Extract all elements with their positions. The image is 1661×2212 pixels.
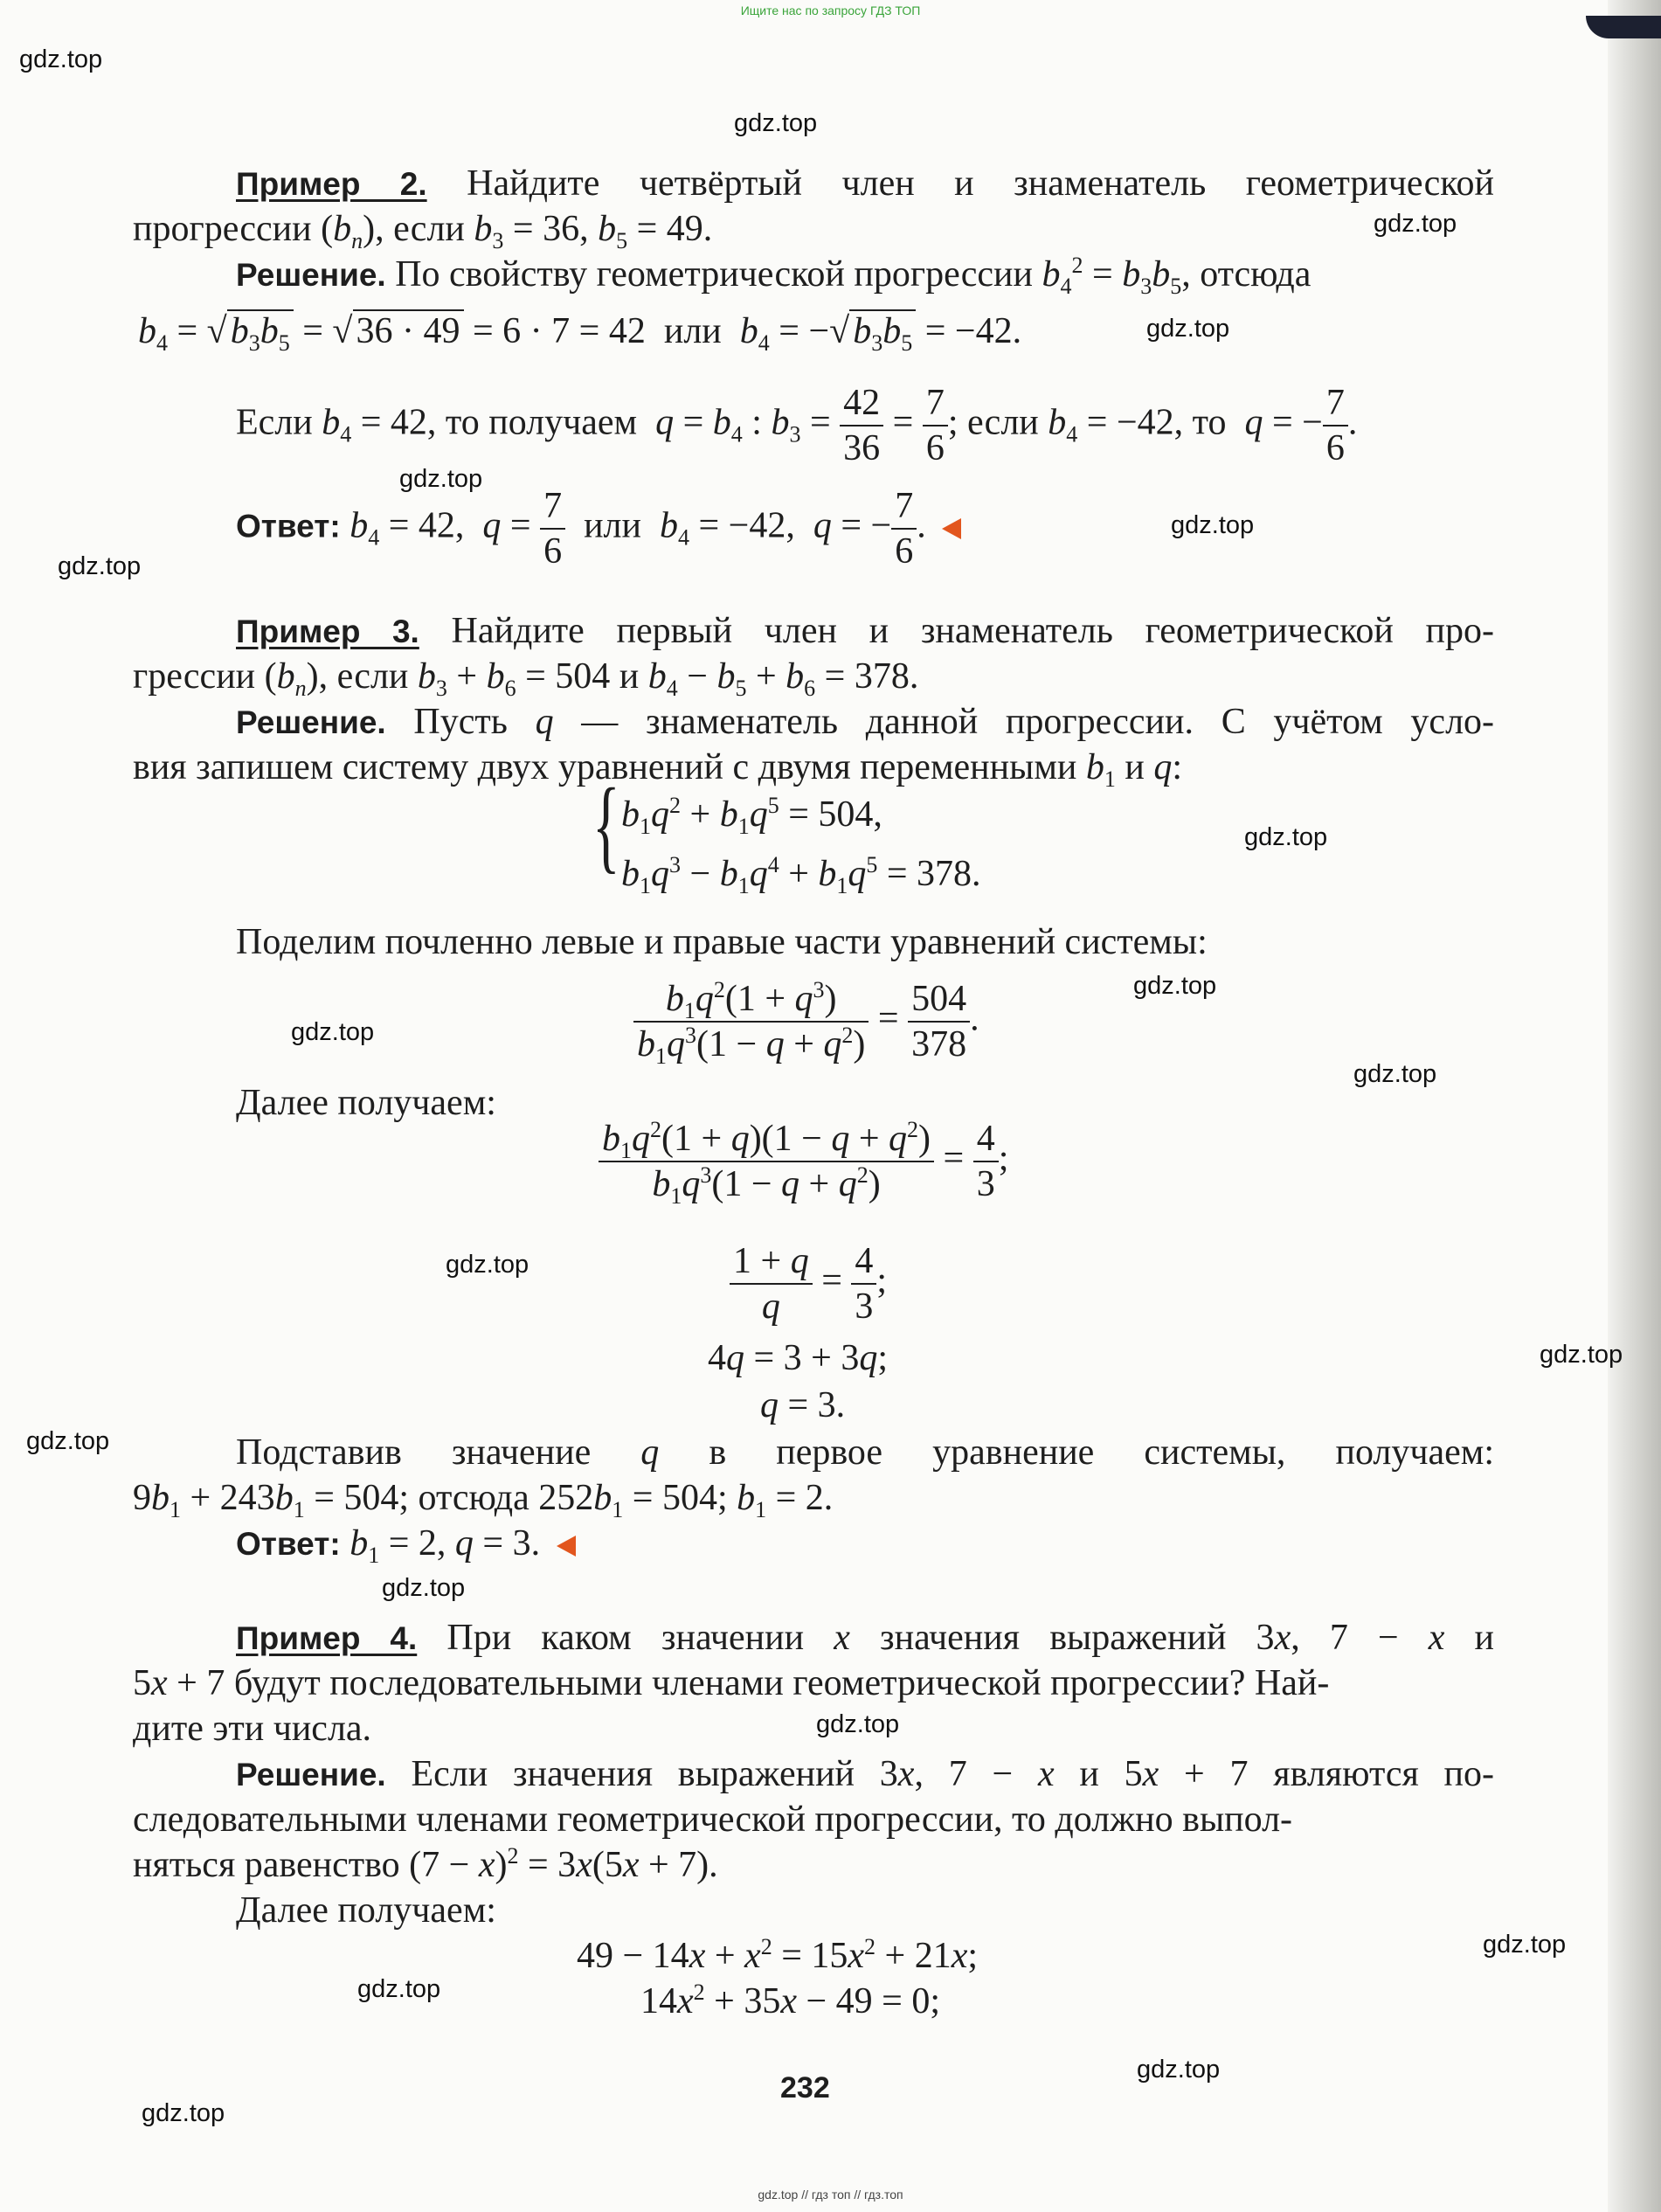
ex4-text: Если значения выражений xyxy=(411,1754,855,1794)
book-spine-shadow xyxy=(1608,0,1661,2212)
watermark: gdz.top xyxy=(1133,972,1217,1000)
watermark: gdz.top xyxy=(1374,210,1457,238)
ex3-solution-line1: Решение. Пусть q — знаменатель данной прогрессии. С учётом усло- xyxy=(236,702,1495,742)
ex3-task-line2: грессии $(b_n)$, если $b_3 + b_6 = 504$ и $b_4 - b_5 + b_6 = 378$. xyxy=(133,656,919,701)
footer-hint: gdz.top // гдз топ // гдз.топ xyxy=(758,2188,903,2202)
ex4-task-line3: дите эти числа. xyxy=(133,1709,372,1749)
ex3-subst-line2: $9b_1 + 243b_1 = 504$; отсюда $252b_1 = 504$; $b_1 = 2$. xyxy=(133,1478,834,1522)
ex2-sol-text: По свойству геометрической прогрессии xyxy=(395,254,1033,295)
ex4-task-line1: Пример 4. При каком значении x значения выражений 3x, 7 − x и xyxy=(236,1618,1495,1658)
solution-label: Решение. xyxy=(236,1757,386,1792)
ex2-task-line1 xyxy=(236,163,1494,205)
ex4-solution-line2: следовательными членами геометрической прогрессии, то должно выпол- xyxy=(133,1799,1293,1840)
answer-label: Ответ: xyxy=(236,1526,341,1562)
watermark: gdz.top xyxy=(357,1975,441,2003)
answer-label: Ответ: xyxy=(236,508,341,544)
ex3-fraction-eq3: $\frac{1 + q}{q}$ = $\frac{4}{3}$ ; xyxy=(730,1243,887,1325)
ex2-solution-line1: Решение. По свойству геометрической прогрессии $b_4^2 = b_3b_5$, отсюда xyxy=(236,253,1311,299)
ex3-sol-text: вия запишем систему двух уравнений с двумя переменными xyxy=(133,747,1077,787)
ex2-b4-formula: $b_4 = √b_3b_5 = √36 \cdot 49 = 6 \cdot 7 = 42$ или $b_4 = -√b_3b_5 = -42$. xyxy=(138,311,1022,356)
watermark: gdz.top xyxy=(26,1427,110,1455)
example-4-label: Пример 4. xyxy=(236,1620,418,1656)
ex2-task-text: Найдите четвёртый член и знаменатель геометрической xyxy=(467,163,1494,204)
ex2-task-line2: прогрессии $(b_n)$, если $b_3 = 36$, $b_5 = 49$. xyxy=(133,209,713,253)
watermark: gdz.top xyxy=(291,1018,375,1046)
ex4-solution-line1: Решение. Если значения выражений 3x, 7 − x и 5x + 7 являются по- xyxy=(236,1754,1495,1794)
ex2-q-formula: Если $b_4 = 42$, то получаем $q = b_4$ : $b_3$ = $\frac{42}{36}$ = $\frac{7}{6}$ ; если $b_4 = -42$, то q = − $\frac{7}{6}$ . xyxy=(236,383,1358,468)
ex3-task-text: Найдите первый член и знаменатель геометрической про- xyxy=(451,611,1494,651)
ex3-fraction-eq1: $\frac{b_1q^2(1 + q^3)}{b_1q^3(1 - q + q^2)}$ = $\frac{504}{378}$ . xyxy=(633,981,979,1063)
watermark: gdz.top xyxy=(1540,1341,1623,1369)
solution-label: Решение. xyxy=(236,257,386,293)
watermark: gdz.top xyxy=(399,465,483,493)
ex2-text: , то xyxy=(1173,402,1227,443)
example-3-label: Пример 3. xyxy=(236,614,419,649)
ex4-text: и xyxy=(1079,1754,1099,1794)
ex2-task-text: ), если xyxy=(363,209,465,249)
ex3-sol-text: Пусть xyxy=(413,702,508,742)
ex2-text: , то получаем xyxy=(426,402,638,443)
ex2-text: ; если xyxy=(947,402,1039,443)
ex4-text: няться равенство xyxy=(133,1845,400,1885)
ex3-subst-line1: Подставив значение q в первое уравнение системы, получаем: xyxy=(236,1432,1495,1473)
ex4-text: При каком значении xyxy=(446,1618,805,1658)
watermark: gdz.top xyxy=(19,45,103,73)
ex3-solution-line2: вия запишем систему двух уравнений с двумя переменными $b_1$ и q: xyxy=(133,747,1183,792)
ex3-answer: Ответ: $b_1 = 2$, q = 3. xyxy=(236,1522,576,1564)
ex3-eq5: q = 3. xyxy=(760,1385,846,1425)
watermark: gdz.top xyxy=(1137,2056,1221,2084)
watermark: gdz.top xyxy=(734,109,818,137)
watermark: gdz.top xyxy=(1146,315,1230,343)
ex4-task-line2: 5x + 7 будут последовательными членами геометрической прогрессии? Най- xyxy=(133,1663,1330,1703)
watermark: gdz.top xyxy=(382,1574,466,1602)
ex2-sol-text: , отсюда xyxy=(1181,254,1311,295)
ex4-eq2: $14x^2 + 35x - 49 = 0$; xyxy=(640,1980,941,2021)
ex3-sol-text: и xyxy=(1125,747,1145,787)
solution-label: Решение. xyxy=(236,704,386,740)
page-number: 232 xyxy=(780,2071,830,2105)
ex4-solution-line3: няться равенство $(7 - x)^2 = 3x(5x + 7)$. xyxy=(133,1843,718,1885)
ex3-task-text: ), если xyxy=(306,656,409,697)
header-hint: Ищите нас по запросу ГДЗ ТОП xyxy=(740,3,921,17)
ex3-text: ; отсюда xyxy=(398,1478,529,1518)
watermark: gdz.top xyxy=(142,2099,225,2127)
watermark: gdz.top xyxy=(1353,1060,1437,1088)
ex4-text: будут последовательными членами геометрической прогрессии? Най- xyxy=(233,1663,1330,1703)
ex3-task-text: и xyxy=(619,656,640,697)
ex4-eq1: $49 - 14x + x^2 = 15x^2 + 21x$; xyxy=(577,1934,979,1976)
watermark: gdz.top xyxy=(1171,511,1255,539)
book-corner-mark xyxy=(1586,16,1661,38)
ex3-text: Подставив значение xyxy=(236,1432,592,1473)
ex3-eq4: 4q = 3 + 3q; xyxy=(708,1338,889,1378)
watermark: gdz.top xyxy=(446,1251,529,1279)
ex2-answer: Ответ: $b_4 = 42$, q = $\frac{7}{6}$ или $b_4 = -42$, q = − $\frac{7}{6}$ . xyxy=(236,488,961,570)
end-marker-icon xyxy=(557,1536,576,1557)
ex2-or-text: или xyxy=(584,505,641,546)
ex3-fraction-eq2: $\frac{b_1q^2(1 + q)(1 - q + q^2)}{b_1q^3(1 - q + q^2)}$ = $\frac{4}{3}$ ; xyxy=(599,1120,1008,1203)
ex4-further-text: Далее получаем: xyxy=(236,1890,496,1931)
ex2-text: Если xyxy=(236,402,313,443)
ex4-text: значения выражений xyxy=(880,1618,1227,1658)
ex4-text: являются по- xyxy=(1273,1754,1495,1794)
ex4-text: и xyxy=(1474,1618,1495,1658)
ex2-task-text: прогрессии ( xyxy=(133,209,334,249)
ex3-task-text: грессии ( xyxy=(133,656,277,697)
watermark: gdz.top xyxy=(58,552,142,580)
ex3-text: в первое уравнение системы, получаем: xyxy=(709,1432,1495,1473)
ex3-sol-text: — знаменатель данной прогрессии. С учётом усло- xyxy=(581,702,1495,742)
example-2-label: Пример 2. xyxy=(236,166,427,202)
ex3-further-text: Далее получаем: xyxy=(236,1083,496,1123)
watermark: gdz.top xyxy=(816,1710,900,1738)
watermark: gdz.top xyxy=(1244,823,1328,851)
ex3-task-line1 xyxy=(236,610,1494,652)
end-marker-icon xyxy=(942,518,961,539)
watermark: gdz.top xyxy=(1483,1931,1567,1959)
ex3-divide-text: Поделим почленно левые и правые части уравнений системы: xyxy=(236,922,1208,962)
ex2-or-text: или xyxy=(663,311,722,351)
